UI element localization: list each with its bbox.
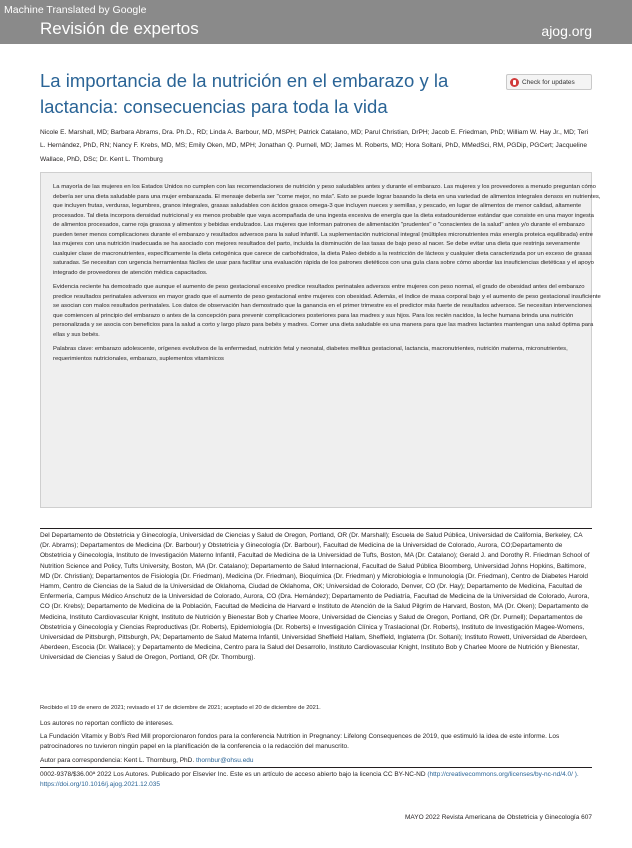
page-footer: MAYO 2022 Revista Americana de Obstetricia y Ginecología 607 bbox=[404, 814, 592, 821]
check-updates-label: Check for updates bbox=[522, 78, 575, 86]
divider bbox=[40, 767, 592, 768]
machine-translated-label: Machine Translated by Google bbox=[4, 4, 147, 16]
site-link[interactable]: ajog.org bbox=[541, 23, 592, 39]
abstract-box bbox=[40, 172, 601, 508]
abstract-paragraph-1: La mayoría de las mujeres en los Estados Unidos no cumplen con las recomendaciones de nutrición y peso saludables antes y durante el embarazo. Las mujeres y los proveedores a menudo preguntan cómo debería ser una dieta saludable para una mujer embarazada. El mensaje debería ser "come mejor, no más". Esto se puede lograr basando la dieta en una variedad de alimentos integrales densos en nutrientes, que incluyen frutas, verduras, legumbres, granos integrales, grasas saludables con ácidos grasos omega-3 que incluyen nueces y semillas, y pescado, en lugar de alimentos de menor calidad, altamente procesados. Tal dieta incorpora densidad nutricional y es menos probable que vaya acompañada de una ingesta excesiva de energía que la dieta estadounidense estándar que consiste en una mayor ingesta de alimentos procesados, carne roja grasosa y alimentos y bebidas endulzados. Las mujeres que informan patrones de alimentación "prudentes" o "conscientes de la salud" antes y/o durante el embarazo pueden tener menos complicaciones durante el embarazo y resultados adversos para la salud infantil. La suplementación nutricional integral (múltiples micronutrientes más energía proteica equilibrada) entre las mujeres con una nutrición inadecuada se ha asociado con mejores resultados del parto, incluida la disminución de las tasas de bajo peso al nacer. Se debe evitar una dieta que restrinja severamente cualquier clase de macronutrientes, específicamente la dieta cetogénica que carece de carbohidratos, la dieta Paleo debido a la restricción de lácteos y cualquier dieta caracterizada por un exceso de grasas saturadas. Se necesitan con urgencia herramientas fáciles de usar para facilitar una evaluación rápida de los patrones dietéticos con una guía clara sobre cómo abordar las insuficiencias dietéticas y el apoyo integrado de proveedores de atención médica capacitados. bbox=[53, 184, 601, 276]
license-statement bbox=[40, 770, 592, 790]
funding-statement: La Fundación Vitamix y Bob's Red Mill proporcionaron fondos para la conferencia Nutrition in Pregnancy: Lifelong Consequences de 2019, que estimuló la idea de este informe. Los patrocinadores no tuvieron ningún papel en la planificación de la conferencia o la redacción del manuscrito. bbox=[40, 733, 560, 751]
license-link[interactable]: (http://creativecommons.org/licenses/by-nc-nd/4.0/ ). bbox=[427, 771, 579, 778]
article-title: La importancia de la nutrición en el embarazo y la lactancia: consecuencias para toda la vida bbox=[40, 70, 449, 117]
corresponding-author-text: Autor para correspondencia: Kent L. Thornburg, PhD. bbox=[40, 757, 195, 764]
conflict-statement: Los autores no reportan conflicto de intereses. bbox=[40, 720, 174, 727]
check-updates-button[interactable] bbox=[506, 74, 592, 90]
section-title: Revisión de expertos bbox=[40, 19, 199, 38]
divider bbox=[40, 528, 592, 529]
corresponding-email-link[interactable]: thornbur@ohsu.edu bbox=[195, 757, 254, 764]
affiliations: Del Departamento de Obstetricia y Ginecología, Universidad de Ciencias y Salud de Oregon, Portland, OR (Dr. Marshall); Escuela de Salud Pública, Universidad de California, Berkeley, CA (Dr. Abrams); Departamentos de Medicina (Dr. Barbour) y Obstetricia y Ginecología (Dr. Barbour), Facultad de Medicina de la Universidad de Colorado, Aurora, CO;Departamento de Obstetricia y Ginecología, Instituto de Investigación Materno Infantil, Facultad de Medicina de la Universidad de Tufts, Boston, MA (Dr. Catalano); Gerald J. and Dorothy R. Friedman School of Nutrition Science and Policy, Tufts University, Boston, MA (Dr. Catalano); Departamento de Salud Internacional, Facultad de Salud Pública Bloomberg, Universidad Johns Hopkins, Baltimore, MD (Dr. Christian); Departamentos de Fisiología (Dr. Friedman), Medicina (Dr. Friedman), Bioquímica (Dr. Friedman) y Microbiología e Inmunología (Dr. Friedman), Centro de Diabetes Harold Hamm, Centro de Ciencias de la Salud de la Universidad de Oklahoma, Ciudad de Oklahoma, OK; Universidad de Colorado, Denver, CO (Dr. Hay); Departamento de Medicina, Facultad de Enfermería, Campus Médico Anschutz de la Universidad de Colorado, Aurora, CO (Dra. Hernández); Departamento de Pediatría, Facultad de Medicina de la Universidad de Colorado, Aurora, CO (Dr. Krebs); Departamento de Medicina de la Población, Facultad de Medicina de Harvard e Instituto de Atención de la Salud Pilgrim de Harvard, Boston, MA (Dr. Oken); Departamento de Medicina, Instituto Cardiovascular Knight, Instituto de Nutrición y Bienestar Bob y Charlee Moore, Universidad de Ciencias y Salud de Oregon, Portland, OR (Dr. Purnell); Departamentos de Obstetricia y Ginecología y Ciencias Reproductivas (Dr. Roberts), Epidemiología (Dr. Roberts) e Investigación Clínica y Traslacional (Dr. Roberts), Instituto de Investigación Magee-Womens, Universidad de Pittsburgh, Pittsburgh, PA; Departamento de Salud Materna Infantil, Universidad Sheffield Hallam, Sheffield, Inglaterra (Dr. Soltani); Instituto Rowett, Universidad de Aberdeen, Aberdeen, Escocia (Dr. Wallace); y Departamento de Medicina, Centro para la Salud del Desarrollo, Instituto Cardiovascular Knight, Instituto Bob y Charlee Moore de Nutrición y Bienestar, Universidad de Ciencias y Salud de Oregon, Portland, OR (Dr. Thornburg). bbox=[40, 532, 590, 662]
author-list: Nicole E. Marshall, MD; Barbara Abrams, Dra. Ph.D., RD; Linda A. Barbour, MD, MSPH; Patrick Catalano, MD; Parul Christian, DrPH; Jacob E. Friedman, PhD; William W. Hay Jr., MD; Teri L. Hernández, PhD, RN; Nancy F. Krebs, MD, MS; Emily Oken, MD, MPH; Jonathan Q. Purnell, MD; James M. Roberts, MD; Hora Soltani, PhD, MMedSci, RM, PGDip, PGCert; Jacqueline Wallace, PhD, DSc; Dr. Kent L. Thornburg bbox=[40, 129, 589, 163]
corresponding-author bbox=[40, 757, 254, 764]
doi-link[interactable]: https://doi.org/10.1016/j.ajog.2021.12.035 bbox=[40, 781, 160, 789]
license-text: 0002-9378/$36.00ª 2022 Los Autores. Publicado por Elsevier Inc. Este es un artículo de acceso abierto bajo la licencia CC BY-NC-ND bbox=[40, 771, 426, 778]
abstract-keywords: Palabras clave: embarazo adolescente, orígenes evolutivos de la enfermedad, nutrición fetal y neonatal, diabetes mellitus gestacional, lactancia, macronutrientes, nutrición materna, micronutrientes, requerimientos nutricionales, embarazo, suplementos vitamínicos bbox=[53, 346, 568, 362]
received-dates: Recibido el 19 de enero de 2021; revisado el 17 de diciembre de 2021; aceptado el 20 de diciembre de 2021. bbox=[40, 705, 321, 711]
top-banner bbox=[0, 0, 632, 44]
check-updates-icon bbox=[510, 78, 519, 87]
abstract-paragraph-2: Evidencia reciente ha demostrado que aunque el aumento de peso gestacional excesivo predice resultados perinatales adversos entre mujeres con peso normal, el grado de obesidad antes del embarazo predice resultados perinatales adversos en mayor grado que el aumento de peso gestacional entre mujeres con obesidad. Además, el índice de masa corporal bajo y el aumento de peso gestacional insuficiente se asocian con malos resultados perinatales. Los datos de observación han demostrado que la ganancia en el primer trimestre es el predictor más fuerte de resultados adversos. Se necesitan intervenciones que comiencen al principio del embarazo o antes de la concepción para prevenir complicaciones posteriores para las madres y sus hijos. Para los recién nacidos, la leche humana brinda una nutrición personalizada y se asocia con beneficios para la salud a corto y largo plazo para bebés y madres. Comer una dieta saludable es una manera para que las madres lactantes mantengan una salud óptima para ellas y sus bebés. bbox=[53, 284, 601, 338]
